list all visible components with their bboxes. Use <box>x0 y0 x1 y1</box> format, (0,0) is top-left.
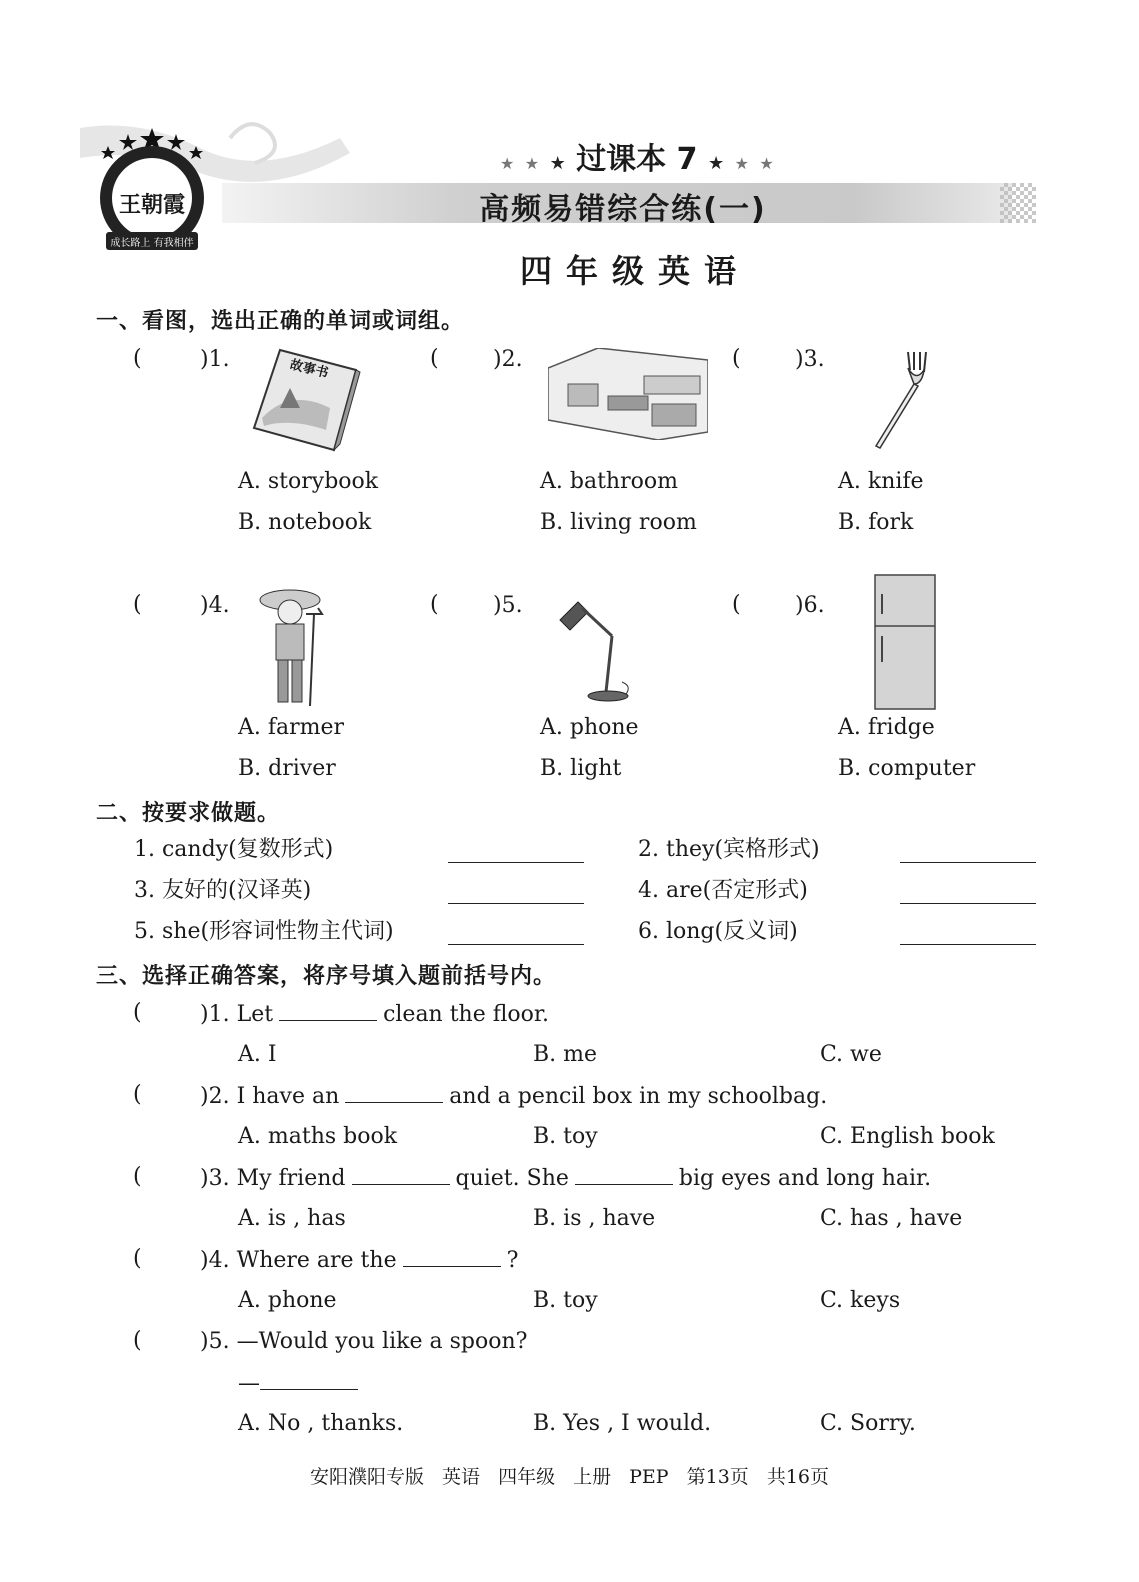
question-text: I have an <box>236 1084 340 1109</box>
answer-paren[interactable]: ( <box>133 1164 142 1189</box>
question <box>200 1246 518 1275</box>
option: B. toy <box>533 1124 598 1149</box>
fill-blank[interactable] <box>345 1082 443 1103</box>
exercise-item: 2. they(宾格形式) <box>638 837 820 862</box>
option: A. No , thanks. <box>238 1411 404 1436</box>
answer-line[interactable] <box>448 862 584 863</box>
exercise-item: 5. she(形容词性物主代词) <box>134 919 394 944</box>
question <box>200 1328 527 1356</box>
option: A. is , has <box>238 1206 346 1231</box>
item-number: )2. <box>493 347 523 372</box>
answer-line[interactable] <box>900 944 1036 945</box>
question-response <box>238 1369 364 1398</box>
option: B. computer <box>838 756 976 781</box>
question-text: clean the floor. <box>383 1002 549 1027</box>
star-icon: ★ <box>707 153 725 174</box>
question-text: big eyes and long hair. <box>678 1166 932 1191</box>
option: A. I <box>238 1042 277 1067</box>
answer-paren[interactable]: ( <box>732 592 741 617</box>
option: A. knife <box>838 469 924 494</box>
option: B. me <box>533 1042 598 1067</box>
option: A. bathroom <box>540 469 678 494</box>
star-icon: ★ <box>549 153 566 174</box>
star-icon: ★ <box>734 154 749 173</box>
answer-line[interactable] <box>448 944 584 945</box>
answer-paren[interactable]: ( <box>133 592 142 617</box>
question <box>200 1164 931 1193</box>
storybook-icon <box>250 348 362 452</box>
option: B. is , have <box>533 1206 656 1231</box>
logo-slogan: 成长路上 有我相伴 <box>110 238 194 249</box>
option: C. Sorry. <box>820 1411 916 1436</box>
question <box>200 1082 827 1111</box>
fork-icon <box>870 350 930 450</box>
answer-paren[interactable]: ( <box>430 346 439 371</box>
answer-line[interactable] <box>900 862 1036 863</box>
star-icon: ★ <box>500 154 515 173</box>
series-label <box>500 134 774 178</box>
question-number: )5. <box>200 1329 230 1354</box>
answer-paren[interactable]: ( <box>133 1000 142 1025</box>
section3-heading: 三、选择正确答案，将序号填入题前括号内。 <box>96 964 557 989</box>
question-text: —Would you like a spoon? <box>236 1329 528 1354</box>
farmer-icon <box>258 584 326 710</box>
option: B. living room <box>540 510 697 535</box>
section2-heading: 二、按要求做题。 <box>96 801 281 826</box>
page-footer: 安阳濮阳专版 英语 四年级 上册 PEP 第13页 共16页 <box>309 1466 830 1488</box>
question-text: My friend <box>236 1166 346 1191</box>
dash: — <box>238 1371 260 1396</box>
question-text: and a pencil box in my schoolbag. <box>449 1084 828 1109</box>
question-number: )4. <box>200 1248 230 1273</box>
question-text: ? <box>506 1248 519 1273</box>
option: C. keys <box>820 1288 901 1313</box>
item-number: )1. <box>200 347 230 372</box>
page-title: 高频易错综合练(一) <box>479 192 767 227</box>
answer-paren[interactable]: ( <box>133 1082 142 1107</box>
option: B. Yes , I would. <box>533 1411 712 1436</box>
option: A. phone <box>238 1288 337 1313</box>
answer-line[interactable] <box>448 903 584 904</box>
fill-blank[interactable] <box>352 1164 450 1185</box>
option: A. phone <box>540 715 639 740</box>
option: A. fridge <box>838 715 935 740</box>
book-label: 故事书 <box>288 357 330 382</box>
item-number: )6. <box>795 593 825 618</box>
option: B. fork <box>838 510 914 535</box>
lamp-icon <box>552 596 632 704</box>
fill-blank[interactable] <box>403 1246 501 1267</box>
answer-paren[interactable]: ( <box>133 1328 142 1353</box>
answer-paren[interactable]: ( <box>430 592 439 617</box>
answer-paren[interactable]: ( <box>133 346 142 371</box>
question-number: )3. <box>200 1166 230 1191</box>
question-number: )2. <box>200 1084 230 1109</box>
answer-paren[interactable]: ( <box>732 346 741 371</box>
logo-text: 王朝霞 <box>118 192 185 218</box>
option: B. toy <box>533 1288 598 1313</box>
question-text: Let <box>236 1002 274 1027</box>
option: A. storybook <box>238 469 379 494</box>
fill-blank[interactable] <box>575 1164 673 1185</box>
series-label-text: 过课本 7 <box>576 142 698 177</box>
page-subtitle: 四年级英语 <box>520 252 751 290</box>
exercise-item: 6. long(反义词) <box>638 919 798 944</box>
option: B. driver <box>238 756 336 781</box>
exercise-item: 1. candy(复数形式) <box>134 837 334 862</box>
option: C. we <box>820 1042 882 1067</box>
answer-line[interactable] <box>900 903 1036 904</box>
exercise-item: 3. 友好的(汉译英) <box>134 878 312 903</box>
option: C. English book <box>820 1124 995 1149</box>
option: A. farmer <box>238 715 345 740</box>
question <box>200 1000 549 1029</box>
star-icon: ★ <box>524 154 540 173</box>
question-text: quiet. She <box>455 1166 569 1191</box>
exercise-item: 4. are(否定形式) <box>638 878 808 903</box>
question-text: Where are the <box>236 1248 397 1273</box>
answer-paren[interactable]: ( <box>133 1246 142 1271</box>
option: A. maths book <box>238 1124 398 1149</box>
item-number: )4. <box>200 593 230 618</box>
question-number: )1. <box>200 1002 230 1027</box>
fill-blank[interactable] <box>260 1369 358 1390</box>
option: B. light <box>540 756 622 781</box>
option: C. has , have <box>820 1206 963 1231</box>
fridge-icon <box>874 574 936 710</box>
fill-blank[interactable] <box>279 1000 377 1021</box>
section1-heading: 一、看图，选出正确的单词或词组。 <box>96 309 465 334</box>
star-icon: ★ <box>759 154 774 173</box>
option: B. notebook <box>238 510 372 535</box>
item-number: )3. <box>795 347 825 372</box>
item-number: )5. <box>493 593 523 618</box>
living-room-icon <box>548 348 708 440</box>
